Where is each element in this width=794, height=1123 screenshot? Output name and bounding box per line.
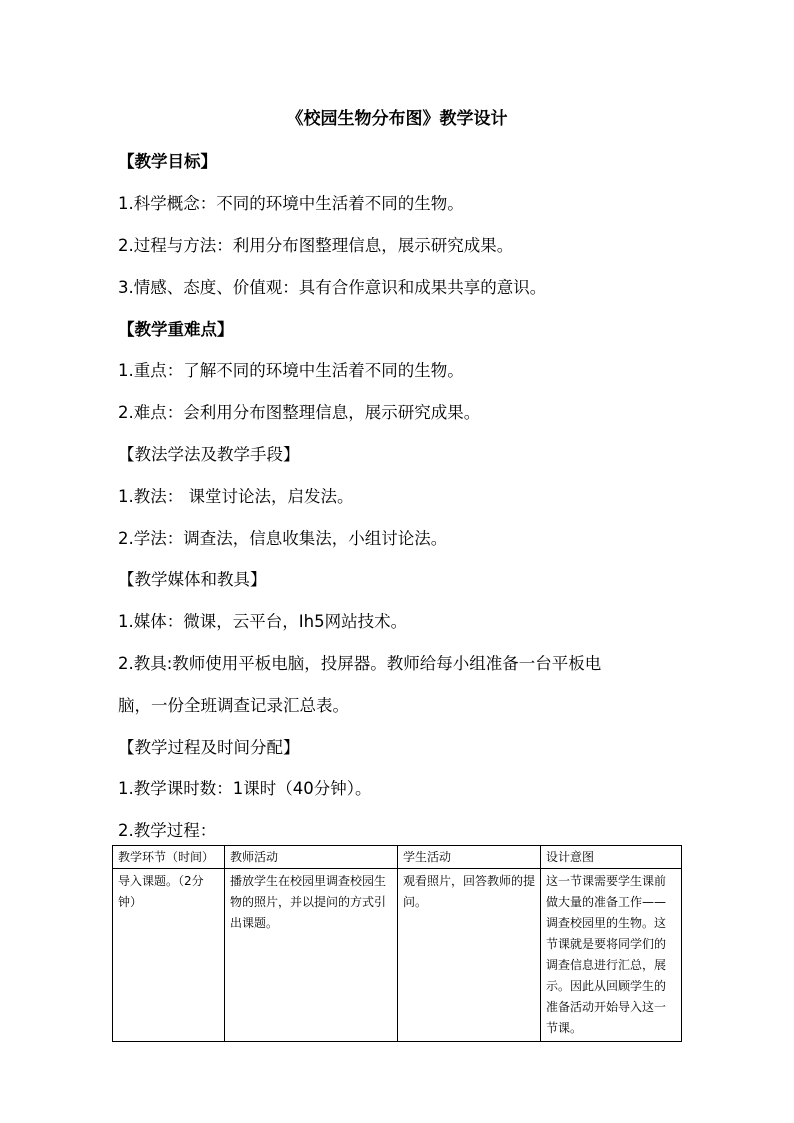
table-cell: 播放学生在校园里调查校园生物的照片，并以提问的方式引出课题。 xyxy=(225,869,398,1042)
media-item: 1.媒体：微课，云平台，Ih5网站技术。 xyxy=(118,612,408,631)
objective-item: 2.过程与方法：利用分布图整理信息，展示研究成果。 xyxy=(118,236,514,255)
process-item: 1.教学课时数：1课时（40分钟）。 xyxy=(118,779,372,798)
objective-item: 3.情感、态度、价值观：具有合作意识和成果共享的意识。 xyxy=(118,278,547,297)
key-point-item: 2.难点：会利用分布图整理信息，展示研究成果。 xyxy=(118,403,481,422)
section-heading-media: 【教学媒体和教具】 xyxy=(118,570,267,589)
table-header-cell: 教师活动 xyxy=(225,846,398,869)
section-heading-process: 【教学过程及时间分配】 xyxy=(118,738,300,757)
section-heading-objectives: 【教学目标】 xyxy=(118,152,217,171)
media-item-continued: 脑，一份全班调查记录汇总表。 xyxy=(118,696,349,715)
table-header-cell: 教学环节（时间） xyxy=(113,846,225,869)
table-row xyxy=(113,869,682,1042)
section-heading-methods: 【教法学法及教学手段】 xyxy=(118,445,300,464)
table-header-cell: 学生活动 xyxy=(398,846,541,869)
process-item: 2.教学过程： xyxy=(118,821,217,840)
teaching-process-table xyxy=(112,845,682,1042)
document-title: 《校园生物分布图》教学设计 xyxy=(286,109,508,129)
section-heading-key-points: 【教学重难点】 xyxy=(118,320,234,339)
method-item: 1.教法： 课堂讨论法，启发法。 xyxy=(118,487,354,506)
media-item: 2.教具:教师使用平板电脑，投屏器。教师给每小组准备一台平板电 xyxy=(118,654,602,673)
table-cell: 观看照片，回答教师的提问。 xyxy=(398,869,541,1042)
table-cell: 这一节课需要学生课前做大量的准备工作——调查校园里的生物。这节课就是要将同学们的调查信息进行汇总，展示。因此从回顾学生的准备活动开始导入这一节课。 xyxy=(541,869,682,1042)
key-point-item: 1.重点：了解不同的环境中生活着不同的生物。 xyxy=(118,361,464,380)
objective-item: 1.科学概念：不同的环境中生活着不同的生物。 xyxy=(118,194,464,213)
table-header-cell: 设计意图 xyxy=(541,846,682,869)
method-item: 2.学法：调查法，信息收集法，小组讨论法。 xyxy=(118,529,448,548)
table-cell: 导入课题。（2分钟） xyxy=(113,869,225,1042)
table-header-row xyxy=(113,846,682,869)
